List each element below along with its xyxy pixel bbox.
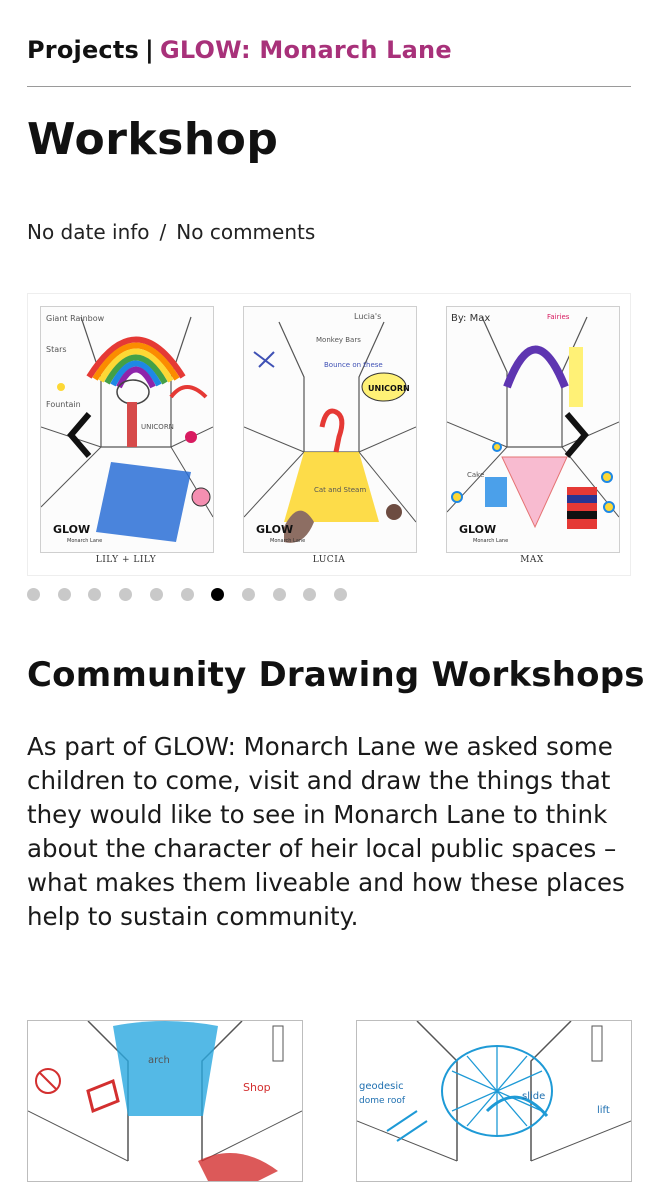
glow-logo: GLOW	[256, 523, 294, 536]
drawing-lucia	[244, 307, 416, 552]
carousel-dot[interactable]	[334, 588, 347, 601]
drawing-text: Fountain	[46, 400, 81, 409]
carousel-dot[interactable]	[150, 588, 163, 601]
comments-link[interactable]: No comments	[176, 220, 316, 244]
carousel-dot[interactable]	[181, 588, 194, 601]
drawing-text: UNICORN	[368, 384, 410, 393]
carousel-dot[interactable]	[211, 588, 224, 601]
breadcrumb	[27, 36, 452, 64]
carousel-dot[interactable]	[119, 588, 132, 601]
carousel-dot[interactable]	[58, 588, 71, 601]
drawing-thumbnail	[357, 1021, 631, 1181]
drawing-thumbnail	[28, 1021, 302, 1181]
image-carousel[interactable]	[27, 293, 631, 576]
carousel-dot[interactable]	[273, 588, 286, 601]
slide-caption: MAX	[520, 555, 544, 565]
meta-separator: /	[159, 220, 167, 244]
gallery-image-1[interactable]	[27, 1020, 303, 1182]
chevron-left-icon	[65, 410, 95, 460]
post-meta	[27, 220, 315, 244]
glow-sublogo: Monarch Lane	[270, 538, 306, 544]
article-paragraph: As part of GLOW: Monarch Lane we asked some children to come, visit and draw the things that they would like to see in Monarch Lane to think about the character of heir local public spaces – what makes them liveable and how these places help to sustain community.	[27, 732, 625, 931]
drawing-text: Lucia's	[354, 312, 382, 321]
drawing-max	[447, 307, 619, 552]
gallery-image-2[interactable]	[356, 1020, 632, 1182]
drawing-text: Giant Rainbow	[46, 314, 105, 323]
breadcrumb-projects-link[interactable]: Projects	[27, 36, 140, 64]
drawing-text: Shop	[243, 1081, 271, 1094]
drawing-text: dome roof	[359, 1096, 406, 1106]
carousel-dot[interactable]	[303, 588, 316, 601]
slide-caption: LILY + LILY	[95, 555, 157, 565]
breadcrumb-current[interactable]: GLOW: Monarch Lane	[159, 36, 452, 64]
drawing-text: Bounce on these	[324, 361, 383, 369]
carousel-dot[interactable]	[88, 588, 101, 601]
chevron-right-icon	[561, 410, 591, 460]
drawing-text: arch	[148, 1055, 170, 1066]
glow-logo: GLOW	[459, 523, 497, 536]
drawing-text: geodesic	[359, 1081, 404, 1092]
slide-caption: LUCIA	[312, 555, 346, 565]
header-divider	[27, 86, 631, 87]
post-date: No date info	[27, 220, 150, 244]
page-title: Workshop	[27, 114, 279, 165]
carousel-dot[interactable]	[27, 588, 40, 601]
carousel-next-button[interactable]	[561, 410, 591, 460]
drawing-text: Cake	[467, 471, 485, 479]
drawing-text: Stars	[46, 345, 67, 354]
carousel-prev-button[interactable]	[65, 410, 95, 460]
section-heading: Community Drawing Workshops	[27, 655, 645, 695]
drawing-text: slide	[522, 1091, 546, 1102]
glow-sublogo: Monarch Lane	[67, 538, 103, 544]
carousel-slide-3[interactable]	[446, 306, 620, 553]
carousel-dot[interactable]	[242, 588, 255, 601]
glow-sublogo: Monarch Lane	[473, 538, 509, 544]
drawing-text: Cat and Steam	[314, 486, 367, 494]
drawing-text: By: Max	[451, 313, 491, 324]
breadcrumb-separator: |	[145, 36, 154, 64]
drawing-text: Monkey Bars	[316, 336, 361, 344]
carousel-slide-2[interactable]	[243, 306, 417, 553]
glow-logo: GLOW	[53, 523, 91, 536]
drawing-text: UNICORN	[141, 423, 174, 431]
drawing-text: lift	[597, 1105, 610, 1116]
drawing-text: Fairies	[547, 313, 570, 321]
